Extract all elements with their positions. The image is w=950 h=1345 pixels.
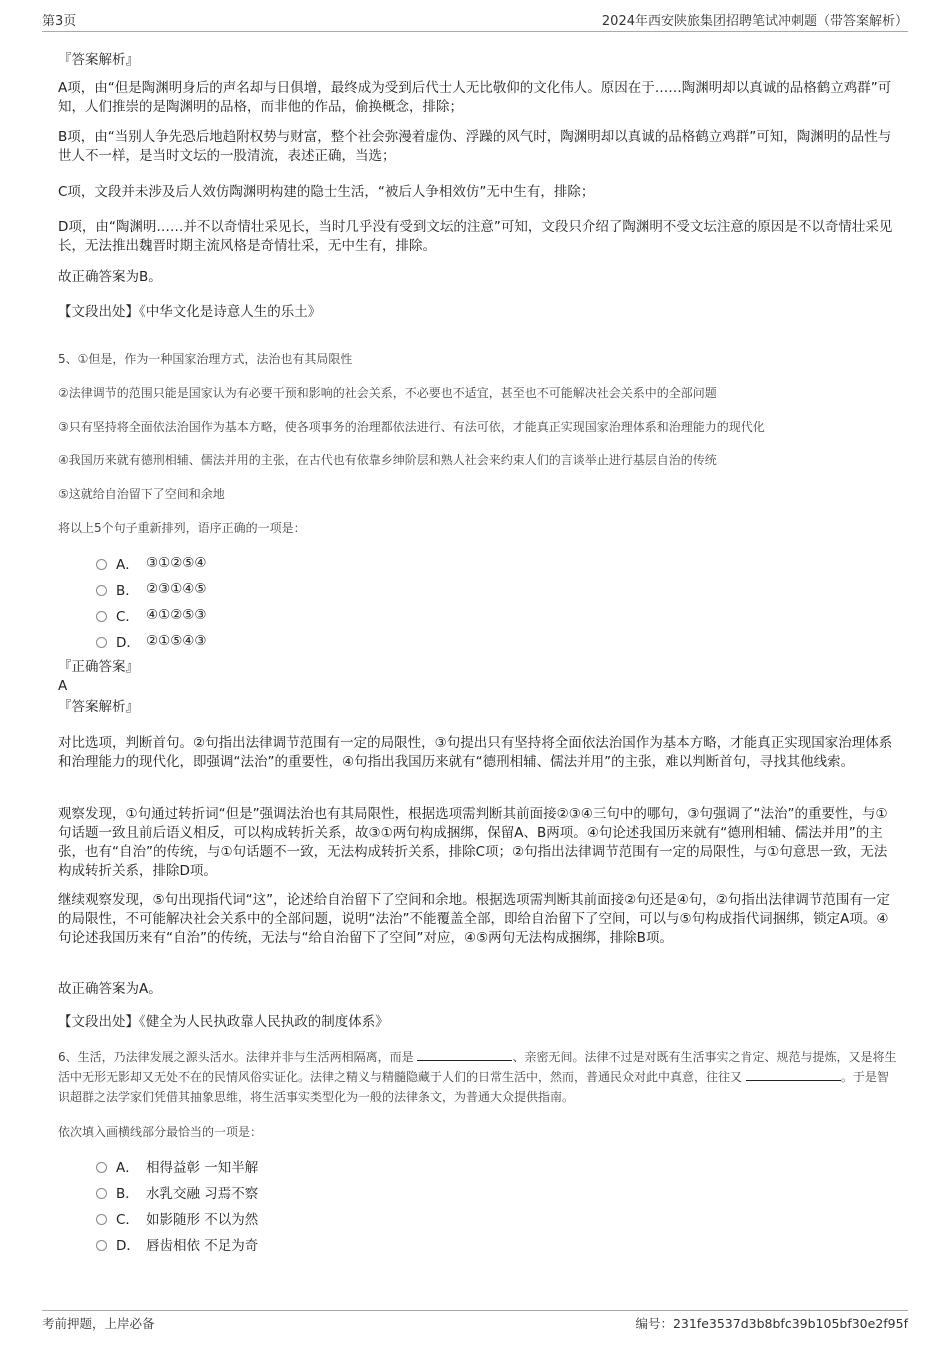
question-line: ②法律调节的范围只能是国家认为有必要干预和影响的社会关系，不必要也不适宜，甚至也不可能解决社会关系中的全部问题 xyxy=(58,386,717,400)
analysis-paragraph: A项，由“但是陶渊明身后的声名却与日俱增，最终成为受到后代士人无比敬仰的文化伟人。原因在于……陶渊明却以真诚的品格鹤立鸡群”可知，人们推崇的是陶渊明的品格，而非他的作品，偷换概念，排除； xyxy=(58,80,892,115)
question-line: 5、①但是，作为一种国家治理方式，法治也有其局限性 xyxy=(58,352,353,366)
radio-icon[interactable] xyxy=(96,1188,107,1199)
page-number: 第3页 xyxy=(42,14,77,29)
radio-icon[interactable] xyxy=(96,637,107,648)
option-a[interactable]: A． ③①②⑤④ xyxy=(96,553,207,573)
analysis-paragraph: 观察发现，①句通过转折词“但是”强调法治也有其局限性，根据选项需判断其前面接②③④三句中的哪句，③句强调了“法治”的重要性，与①句话题一致且前后语义相反，可以构成转折关系，故③①两句构成捆绑，保留A、B两项。④句论述我国历来就有“德刑相辅、儒法并用”的主张，也有“自治”的传统，与①句话题不一致，无法构成转折关系，排除C项；②句指出法律调节范围有一定的局限性，与①句意思一致，无法构成转折关系，排除D项。 xyxy=(58,806,888,879)
radio-icon[interactable] xyxy=(96,585,107,596)
analysis-paragraph: 对比选项，判断首句。②句指出法律调节范围有一定的局限性，③句提出只有坚持将全面依法治国作为基本方略，才能真正实现国家治理体系和治理能力的现代化，即强调“法治”的重要性，④句指出我国历来就有“德刑相辅、儒法并用”的主张，难以判断首句，寻找其他线索。 xyxy=(58,735,893,770)
radio-icon[interactable] xyxy=(96,1240,107,1251)
radio-icon[interactable] xyxy=(96,1162,107,1173)
option-b[interactable]: B． ②③①④⑤ xyxy=(96,579,207,599)
footer-slogan: 考前押题，上岸必备 xyxy=(42,1316,155,1331)
question-line: ④我国历来就有德刑相辅、儒法并用的主张，在古代也有依靠乡绅阶层和熟人社会来约束人们的言谈举止进行基层自治的传统 xyxy=(58,453,717,467)
option-c[interactable]: C． 如影随形 不以为然 xyxy=(96,1208,258,1228)
header-divider xyxy=(42,31,908,32)
document-id: 编号：231fe3537d3b8bfc39b105bf30e2f95f xyxy=(635,1316,908,1331)
source: 【文段出处】《中华文化是诗意人生的乐土》 xyxy=(58,304,322,320)
answer: A xyxy=(58,678,68,694)
analysis-paragraph: D项，由“陶渊明……并不以奇情壮采见长，当时几乎没有受到文坛的注意”可知，文段只介绍了陶渊明不受文坛注意的原因是不以奇情壮采见长，无法推出魏晋时期主流风格是奇情壮采，无中生有，排除。 xyxy=(58,219,893,254)
question-line: ⑤这就给自治留下了空间和余地 xyxy=(58,487,225,501)
question-line: ③只有坚持将全面依法治国作为基本方略，使各项事务的治理都依法进行、有法可依，才能真正实现国家治理体系和治理能力的现代化 xyxy=(58,420,765,434)
radio-icon[interactable] xyxy=(96,1214,107,1225)
option-b[interactable]: B． 水乳交融 习焉不察 xyxy=(96,1182,258,1202)
analysis-paragraph: 继续观察发现，⑤句出现指代词“这”，论述给自治留下了空间和余地。根据选项需判断其前面接②句还是④句，②句指出法律调节范围有一定的局限性，不可能解决社会关系中的全部问题，说明“法治”不能覆盖全部，即给自治留下了空间，可以与⑤句构成指代词捆绑，锁定A项。④句论述我国历来有“自治”的传统，无法与“给自治留下了空间”对应，④⑤两句无法构成捆绑，排除B项。 xyxy=(58,892,890,946)
document-title: 2024年西安陕旅集团招聘笔试冲刺题（带答案解析） xyxy=(601,14,908,29)
question-6-text: 6、生活，乃法律发展之源头活水。法律并非与生活两相隔离，而是 、亲密无间。法律不过是对既有生活事实之肯定、规范与提炼，又是将生活中无形无影却又无处不在的民情风俗实证化。法律之精义与精髓隐藏于人们的日常生活中，然而，普通民众对此中真意，往往又 。于是智识超群之法学家们凭借其抽象思维，将生活事实类型化为一般的法律条文，为普通大众提供指南。 xyxy=(58,1050,897,1104)
question-prompt: 将以上5个句子重新排列，语序正确的一项是： xyxy=(58,521,306,535)
analysis-label: 『答案解析』 xyxy=(58,52,139,68)
conclusion: 故正确答案为B。 xyxy=(58,269,162,285)
option-a[interactable]: A． 相得益彰 一知半解 xyxy=(96,1156,258,1176)
question-prompt: 依次填入画横线部分最恰当的一项是： xyxy=(58,1125,263,1139)
radio-icon[interactable] xyxy=(96,611,107,622)
option-d[interactable]: D． 唇齿相依 不足为奇 xyxy=(96,1234,258,1254)
radio-icon[interactable] xyxy=(96,559,107,570)
conclusion: 故正确答案为A。 xyxy=(58,981,162,997)
fill-blank xyxy=(417,1048,512,1061)
source: 【文段出处】《健全为人民执政靠人民执政的制度体系》 xyxy=(58,1014,389,1030)
fill-blank xyxy=(746,1068,841,1081)
option-c[interactable]: C． ④①②⑤③ xyxy=(96,605,207,625)
analysis-paragraph: B项，由“当别人争先恐后地趋附权势与财富，整个社会弥漫着虚伪、浮躁的风气时，陶渊明却以真诚的品格鹤立鸡群”可知，陶渊明的品性与世人不一样，是当时文坛的一股清流，表述正确，当选； xyxy=(58,129,892,164)
option-d[interactable]: D． ②①⑤④③ xyxy=(96,631,207,651)
answer-label: 『正确答案』 xyxy=(58,659,139,675)
analysis-paragraph: C项，文段并未涉及后人效仿陶渊明构建的隐士生活，“被后人争相效仿”无中生有，排除； xyxy=(58,184,595,200)
analysis-label: 『答案解析』 xyxy=(58,699,139,715)
footer-divider xyxy=(42,1310,908,1311)
